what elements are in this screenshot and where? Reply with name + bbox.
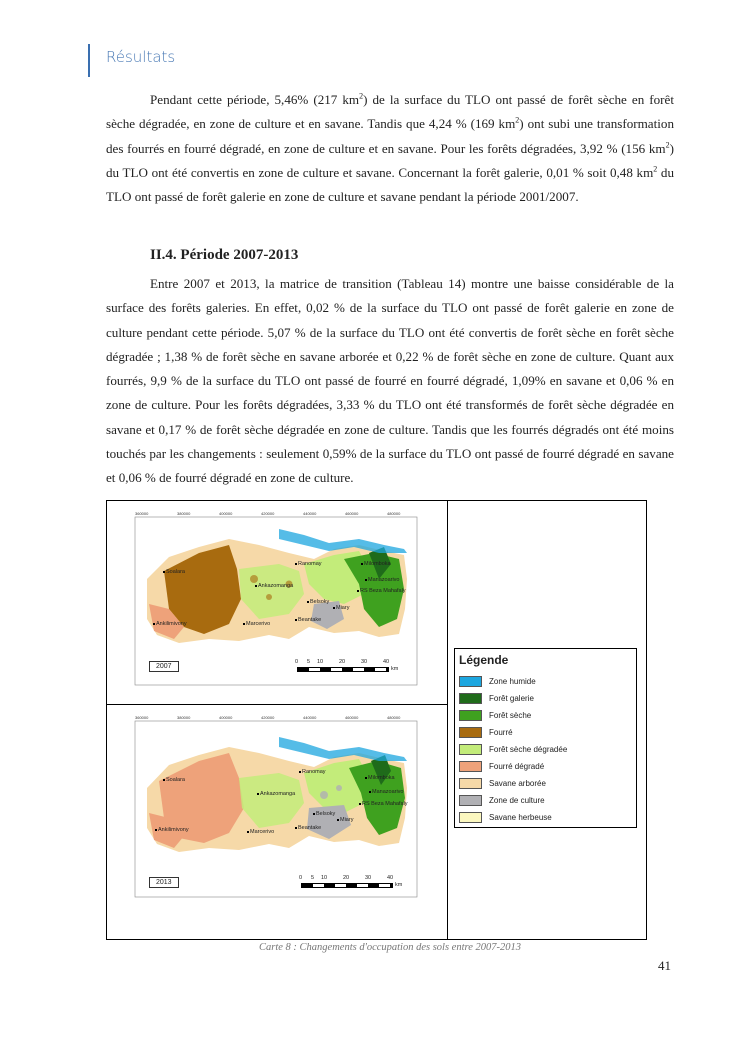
scale-label: 5: [307, 659, 311, 665]
scale-label: 10: [321, 875, 328, 881]
map-2013: [129, 713, 425, 903]
legend-title: Légende: [459, 653, 509, 667]
place-label: Milomboka: [365, 775, 395, 781]
p1-a: Pendant cette période, 5,46% (217 km: [150, 92, 360, 107]
legend-swatch: [459, 795, 482, 806]
scale-label: 0: [295, 659, 299, 665]
x-coord: 380000: [177, 715, 191, 720]
header-accent-bar: [88, 44, 90, 77]
legend-swatch: [459, 761, 482, 772]
x-coord: 440000: [303, 511, 317, 516]
x-coord: 400000: [219, 715, 233, 720]
x-coord: 460000: [345, 511, 359, 516]
scale-label: 10: [317, 659, 324, 665]
legend-item: [459, 777, 546, 790]
scale-label: 20: [343, 875, 350, 881]
p1-d: ) du TLO ont été convertis en zone de culture et savane. Concernant la forêt galerie, 0,01 % soit 0,48 km: [106, 140, 674, 180]
map-legend: [454, 648, 637, 828]
place-label: Ankilimivony: [155, 827, 189, 833]
paragraph-2007-2013: [106, 272, 674, 491]
page-number: 41: [658, 958, 671, 973]
legend-label: Forêt sèche dégradée: [489, 745, 568, 754]
x-coord: 360000: [135, 715, 149, 720]
x-coord: 400000: [219, 511, 233, 516]
scale-unit: km: [391, 666, 399, 672]
scale-label: 40: [387, 875, 394, 881]
place-label: Milomboka: [361, 561, 391, 567]
p1-b: ) de la surface du TLO ont passé de forêt sèche en forêt sèche dégradée, en zone de culture et en savane. Tandis que 4,24 % (169 km: [106, 92, 674, 132]
legend-swatch: [459, 727, 482, 738]
x-coord: 440000: [303, 715, 317, 720]
place-label: Belsoky: [307, 599, 329, 605]
place-label: RS Beza Mahafaly: [359, 801, 408, 807]
legend-swatch: [459, 778, 482, 789]
scale-label: 40: [383, 659, 390, 665]
place-label: Ankilimivony: [153, 621, 187, 627]
scale-bar: [301, 883, 393, 888]
p1-sup4: 2: [653, 164, 658, 174]
x-coord: 380000: [177, 511, 191, 516]
place-label: Miary: [337, 817, 353, 823]
p1-c: ) ont subi une transformation des fourrés en fourré dégradé, en zone de culture et en savane. Pour les forêts dégradées, 3,92 % (156 km: [106, 116, 674, 156]
scale-unit: km: [395, 882, 403, 888]
p1-e: du TLO ont passé de forêt galerie en zone de culture et savane pendant la période 2001/2007.: [106, 164, 674, 205]
legend-swatch: [459, 693, 482, 704]
legend-label: Forêt sèche: [489, 711, 532, 720]
p2-text: Entre 2007 et 2013, la matrice de transition (Tableau 14) montre une baisse considérable de la surface des forêts galeries. En effet, 0,02 % de la surface du TLO ont passé de forêt galerie en zone de culture pendant cette période. 5,07 % de la surface du TLO ont été convertis de forêt sèche en forêt sèche dégradée ; 1,38 % de forêt sèche en savane arborée et 0,22 % de forêt sèche en zone de culture. Quant aux fourrés, 9,9 % de la surface du TLO ont passé de fourré en fourré dégradé, 1,09% en savane et 0,06 % en zone de culture. Pour les forêts dégradées, 3,33 % du TLO ont été transformés de forêt sèche dégradée en savane et 0,17 % de forêt sèche dégradée en zone de culture. Tandis que les fourrés dégradés ont été moins touchés par les changements : seulement 0,59% de la surface du TLO ont passé de fourré dégradé en savane et 0,06 % de fourré dégradé en zone de culture.: [106, 276, 674, 486]
x-coord: 360000: [135, 511, 149, 516]
legend-item: [459, 794, 545, 807]
place-label: Ranomay: [299, 769, 326, 775]
map-2007: [129, 509, 425, 689]
scale-label: 5: [311, 875, 315, 881]
place-label: Beantake: [295, 825, 321, 831]
x-coord: 420000: [261, 715, 275, 720]
place-label: RS Beza Mahafaly: [357, 588, 406, 594]
x-coord: 480000: [387, 511, 401, 516]
legend-item: [459, 760, 544, 773]
scale-bar: [297, 667, 389, 672]
page-header-title: Résultats: [106, 48, 176, 66]
section-heading: II.4. Période 2007-2013: [150, 247, 299, 263]
legend-label: Fourré dégradé: [489, 762, 545, 771]
scale-label: 30: [365, 875, 372, 881]
place-label: Belsoky: [313, 811, 335, 817]
x-coord: 460000: [345, 715, 359, 720]
place-label: Ankazomanga: [257, 791, 295, 797]
place-label: Beantake: [295, 617, 321, 623]
figure-divider-horizontal: [107, 704, 447, 705]
scale-label: 30: [361, 659, 368, 665]
legend-label: Savane herbeuse: [489, 813, 552, 822]
legend-item: [459, 675, 536, 688]
legend-label: Savane arborée: [489, 779, 546, 788]
figure-divider-vertical: [447, 501, 448, 939]
scale-label: 20: [339, 659, 346, 665]
p1-sup1: 2: [359, 91, 364, 101]
legend-label: Forêt galerie: [489, 694, 534, 703]
place-label: Soalara: [163, 569, 185, 575]
place-label: Manazoarivo: [369, 789, 404, 795]
legend-item: [459, 726, 513, 739]
place-label: Soalara: [163, 777, 185, 783]
map-2013-graphic: [129, 713, 425, 903]
place-label: Ranomay: [295, 561, 322, 567]
legend-swatch: [459, 812, 482, 823]
scale-label: 0: [299, 875, 303, 881]
place-label: Marcerivo: [243, 621, 270, 627]
legend-swatch: [459, 744, 482, 755]
legend-swatch: [459, 676, 482, 687]
legend-label: Zone humide: [489, 677, 536, 686]
place-label: Marcerivo: [247, 829, 274, 835]
x-coord: 480000: [387, 715, 401, 720]
place-label: Miary: [333, 605, 349, 611]
legend-item: [459, 743, 567, 756]
place-label: Ankazomanga: [255, 583, 293, 589]
legend-item: [459, 709, 531, 722]
figure-caption: Carte 8 : Changements d'occupation des sols entre 2007-2013: [259, 942, 521, 953]
legend-item: [459, 811, 552, 824]
paragraph-2001-2007: [106, 88, 674, 209]
x-coord: 420000: [261, 511, 275, 516]
legend-item: [459, 692, 534, 705]
p1-sup2: 2: [515, 115, 520, 125]
legend-label: Fourré: [489, 728, 513, 737]
map-year-label: 2013: [149, 877, 179, 888]
legend-label: Zone de culture: [489, 796, 545, 805]
legend-swatch: [459, 710, 482, 721]
p1-sup3: 2: [665, 140, 670, 150]
map-year-label: 2007: [149, 661, 179, 672]
place-label: Manazoarivo: [365, 577, 400, 583]
